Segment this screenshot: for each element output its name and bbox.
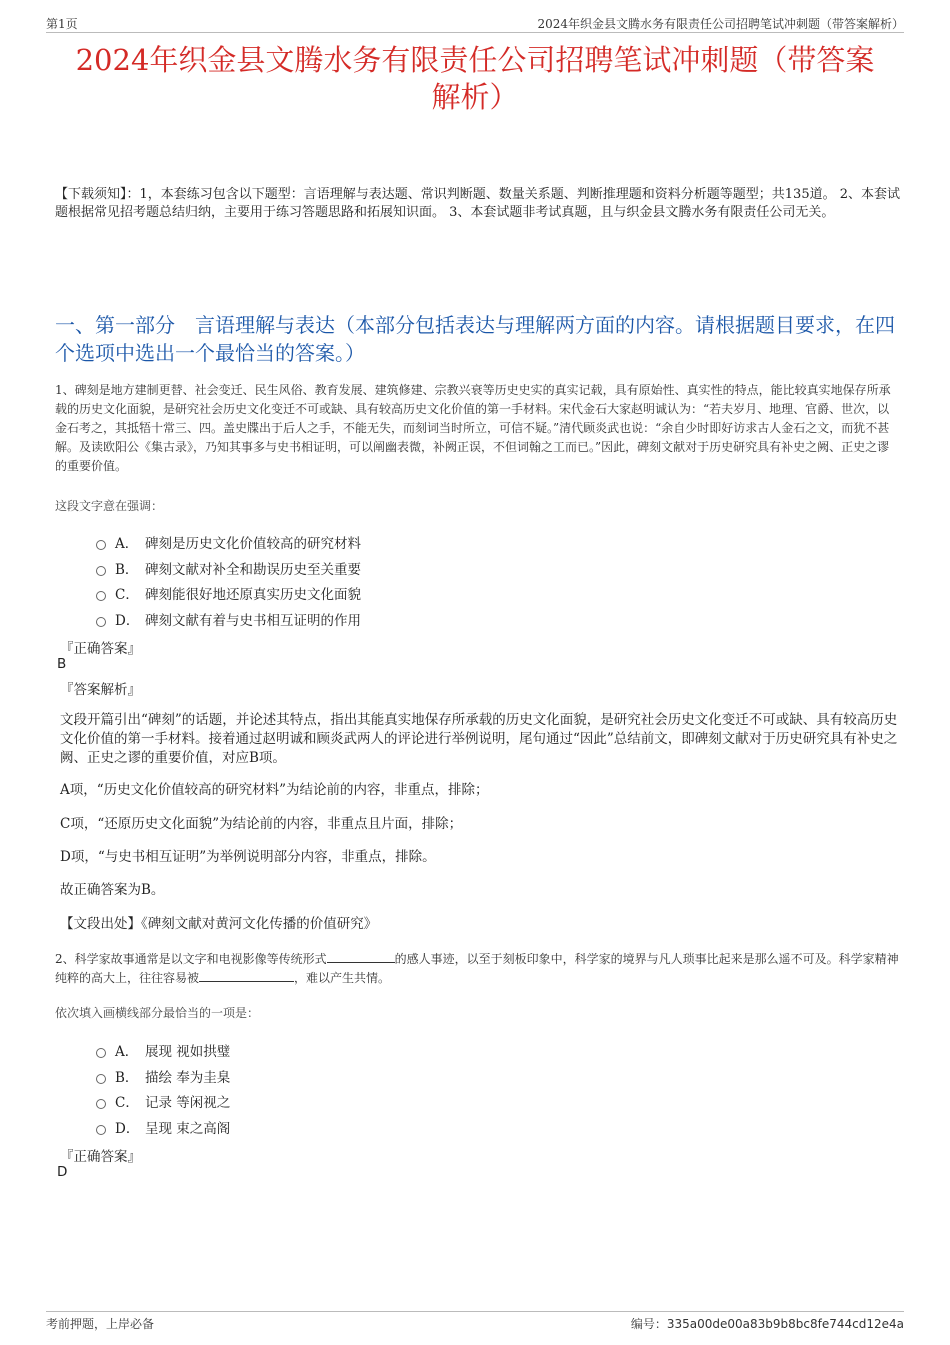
page-number: 第1页 <box>46 17 78 31</box>
question-2-text-part1: 2、科学家故事通常是以文字和电视影像等传统形式 <box>55 952 327 966</box>
footer-code <box>631 1315 904 1332</box>
option-text: 描绘 奉为圭臬 <box>145 1069 231 1086</box>
radio-button[interactable] <box>96 1074 106 1084</box>
question-1-text: 1、碑刻是地方建制更替、社会变迁、民生风俗、教育发展、建筑修建、宗教兴衰等历史史实的真实记载，具有原始性、真实性的特点，能比较真实地保存所承载的历史文化面貌，是研究社会历史文化变迁不可或缺、具有较高历史文化价值的第一手材料。宋代金石大家赵明诚认为：“若夫岁月、地理、官爵、世次，以金石考之，其抵牾十常三、四。盖史牒出于后人之手，不能无失，而刻词当时所立，可信不疑。”清代顾炎武也说：“余自少时即好访求古人金石之文，而犹不甚解。及读欧阳公《集古录》，乃知其事多与史书相证明，可以阐幽表微，补阙正误，不但词翰之工而已。”因此，碑刻文献对于历史研究具有补史之阙、正史之谬的重要价值。 <box>55 383 891 473</box>
question-1-option-d[interactable] <box>96 606 596 632</box>
option-letter: C． <box>115 587 139 604</box>
document-title <box>46 42 904 116</box>
question-1-analysis-main: 文段开篇引出“碑刻”的话题，并论述其特点，指出其能真实地保存所承载的历史文化面貌，是研究社会历史文化变迁不可或缺、具有较高历史文化价值的第一手材料。接着通过赵明诚和顾炎武两人的评论进行举例说明，尾句通过“因此”总结前文，即碑刻文献对于历史研究具有补史之阙、正史之谬的重要价值，对应B项。 <box>60 712 898 766</box>
option-text: 展现 视如拱璧 <box>145 1043 231 1060</box>
radio-button[interactable] <box>96 1048 106 1058</box>
option-text: 记录 等闲视之 <box>145 1095 231 1112</box>
option-text: 碑刻是历史文化价值较高的研究材料 <box>145 535 361 552</box>
footer-code-value: 335a00de00a83b9b8bc8fe744cd12e4a <box>666 1317 904 1331</box>
option-text: 呈现 束之高阁 <box>145 1120 231 1137</box>
option-text: 碑刻文献对补全和勘误历史至关重要 <box>145 561 361 578</box>
question-1-option-a[interactable] <box>96 529 596 555</box>
blank-2 <box>199 969 294 982</box>
section-heading: 一、第一部分 言语理解与表达（本部分包括表达与理解两方面的内容。请根据题目要求，在四个选项中选出一个最恰当的答案。） <box>55 313 895 365</box>
question-2-answer: D <box>57 1164 68 1180</box>
question-2-prompt: 依次填入画横线部分最恰当的一项是： <box>55 1006 260 1020</box>
option-letter: B． <box>115 561 139 578</box>
question-2-text <box>55 950 900 988</box>
option-text: 碑刻能很好地还原真实历史文化面貌 <box>145 587 361 604</box>
download-notice: 【下载须知】：1，本套练习包含以下题型：言语理解与表达题、常识判断题、数量关系题、判断推理题和资料分析题等题型；共135道。 2、本套试题根据常见招考题总结归纳，主要用于练习答题思路和拓展知识面。 3、本套试题非考试真题，且与织金县文腾水务有限责任公司无关。 <box>55 187 900 220</box>
question-2-text-part2: 的感人事迹，以至于刻板印象中，科学家的境界与凡人琐事比起来是那么遥不可及。科学家精神纯粹的高大上，往往容易被 <box>55 952 899 985</box>
radio-button[interactable] <box>96 1099 106 1109</box>
question-1-analysis-d: D项，“与史书相互证明”为举例说明部分内容，非重点，排除。 <box>60 849 436 865</box>
question-2-options <box>96 1037 596 1140</box>
blank-1 <box>327 950 395 963</box>
page-footer <box>46 1311 904 1332</box>
option-letter: D． <box>115 1120 140 1137</box>
radio-button[interactable] <box>96 617 106 627</box>
option-letter: A． <box>115 1043 139 1060</box>
question-1-answer: B <box>57 656 67 672</box>
question-1-option-b[interactable] <box>96 555 596 581</box>
question-1-analysis-label: 『答案解析』 <box>60 682 141 698</box>
footer-code-label: 编号： <box>630 1317 667 1331</box>
question-2-option-b[interactable] <box>96 1063 596 1089</box>
question-1-analysis-a: A项，“历史文化价值较高的研究材料”为结论前的内容，非重点，排除； <box>60 782 489 798</box>
page-header <box>46 14 904 33</box>
option-letter: D． <box>115 612 140 629</box>
question-1-options <box>96 529 596 632</box>
question-2-option-a[interactable] <box>96 1037 596 1063</box>
question-2-option-c[interactable] <box>96 1088 596 1114</box>
header-doc-title: 2024年织金县文腾水务有限责任公司招聘笔试冲刺题（带答案解析） <box>537 17 904 31</box>
question-1-source: 【文段出处】《碑刻文献对黄河文化传播的价值研究》 <box>60 916 378 932</box>
title-line-1: 2024年织金县文腾水务有限责任公司招聘笔试冲刺题（带答案 <box>75 43 875 77</box>
footer-slogan: 考前押题，上岸必备 <box>46 1317 155 1331</box>
question-2-answer-label: 『正确答案』 <box>60 1149 141 1165</box>
question-2-option-d[interactable] <box>96 1114 596 1140</box>
radio-button[interactable] <box>96 591 106 601</box>
radio-button[interactable] <box>96 566 106 576</box>
option-text: 碑刻文献有着与史书相互证明的作用 <box>145 612 361 629</box>
radio-button[interactable] <box>96 1125 106 1135</box>
question-1-conclusion: 故正确答案为B。 <box>60 882 165 898</box>
question-2-text-part3: ，难以产生共情。 <box>294 971 391 985</box>
question-1-answer-label: 『正确答案』 <box>60 641 141 657</box>
option-letter: C． <box>115 1095 139 1112</box>
question-1-option-c[interactable] <box>96 580 596 606</box>
option-letter: A． <box>115 535 139 552</box>
title-line-2: 解析） <box>431 80 519 114</box>
question-1-analysis-c: C项，“还原历史文化面貌”为结论前的内容，非重点且片面，排除； <box>60 816 463 832</box>
option-letter: B． <box>115 1069 139 1086</box>
radio-button[interactable] <box>96 540 106 550</box>
question-1-prompt: 这段文字意在强调： <box>55 499 164 513</box>
